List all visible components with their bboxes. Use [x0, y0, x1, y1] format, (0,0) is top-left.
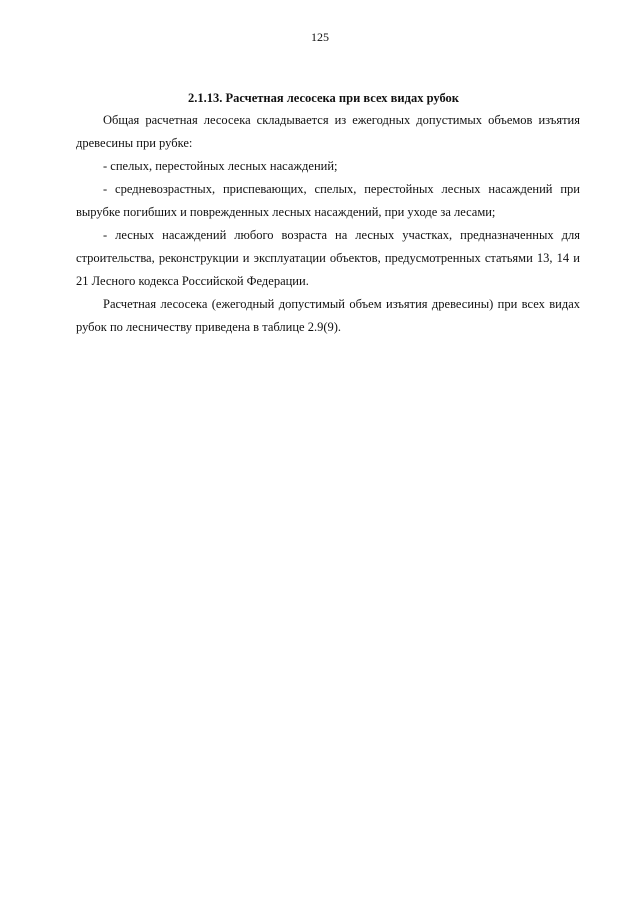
list-item-mature-stands: - спелых, перестойных лесных насаждений;	[103, 159, 338, 173]
section-body	[76, 109, 580, 339]
list-item-construction-stands: - лесных насаждений любого возраста на лесных участках, предназначенных для строительства, реконструкции и эксплуатации объектов, предусмотренных статьями 13, 14 и 21 Лесного кодекса Российской Федерации.	[76, 228, 580, 288]
section-heading: 2.1.13. Расчетная лесосека при всех видах рубок	[188, 91, 459, 105]
page-number: 125	[311, 30, 329, 44]
list-item-damaged-stands: - средневозрастных, приспевающих, спелых, перестойных лесных насаждений при вырубке погибших и поврежденных лесных насаждений, при уходе за лесами;	[76, 182, 580, 219]
paragraph-table-reference: Расчетная лесосека (ежегодный допустимый объем изъятия древесины) при всех видах рубок по лесничеству приведена в таблице 2.9(9).	[76, 297, 580, 334]
paragraph-intro: Общая расчетная лесосека складывается из ежегодных допустимых объемов изъятия древесины при рубке:	[76, 113, 580, 150]
